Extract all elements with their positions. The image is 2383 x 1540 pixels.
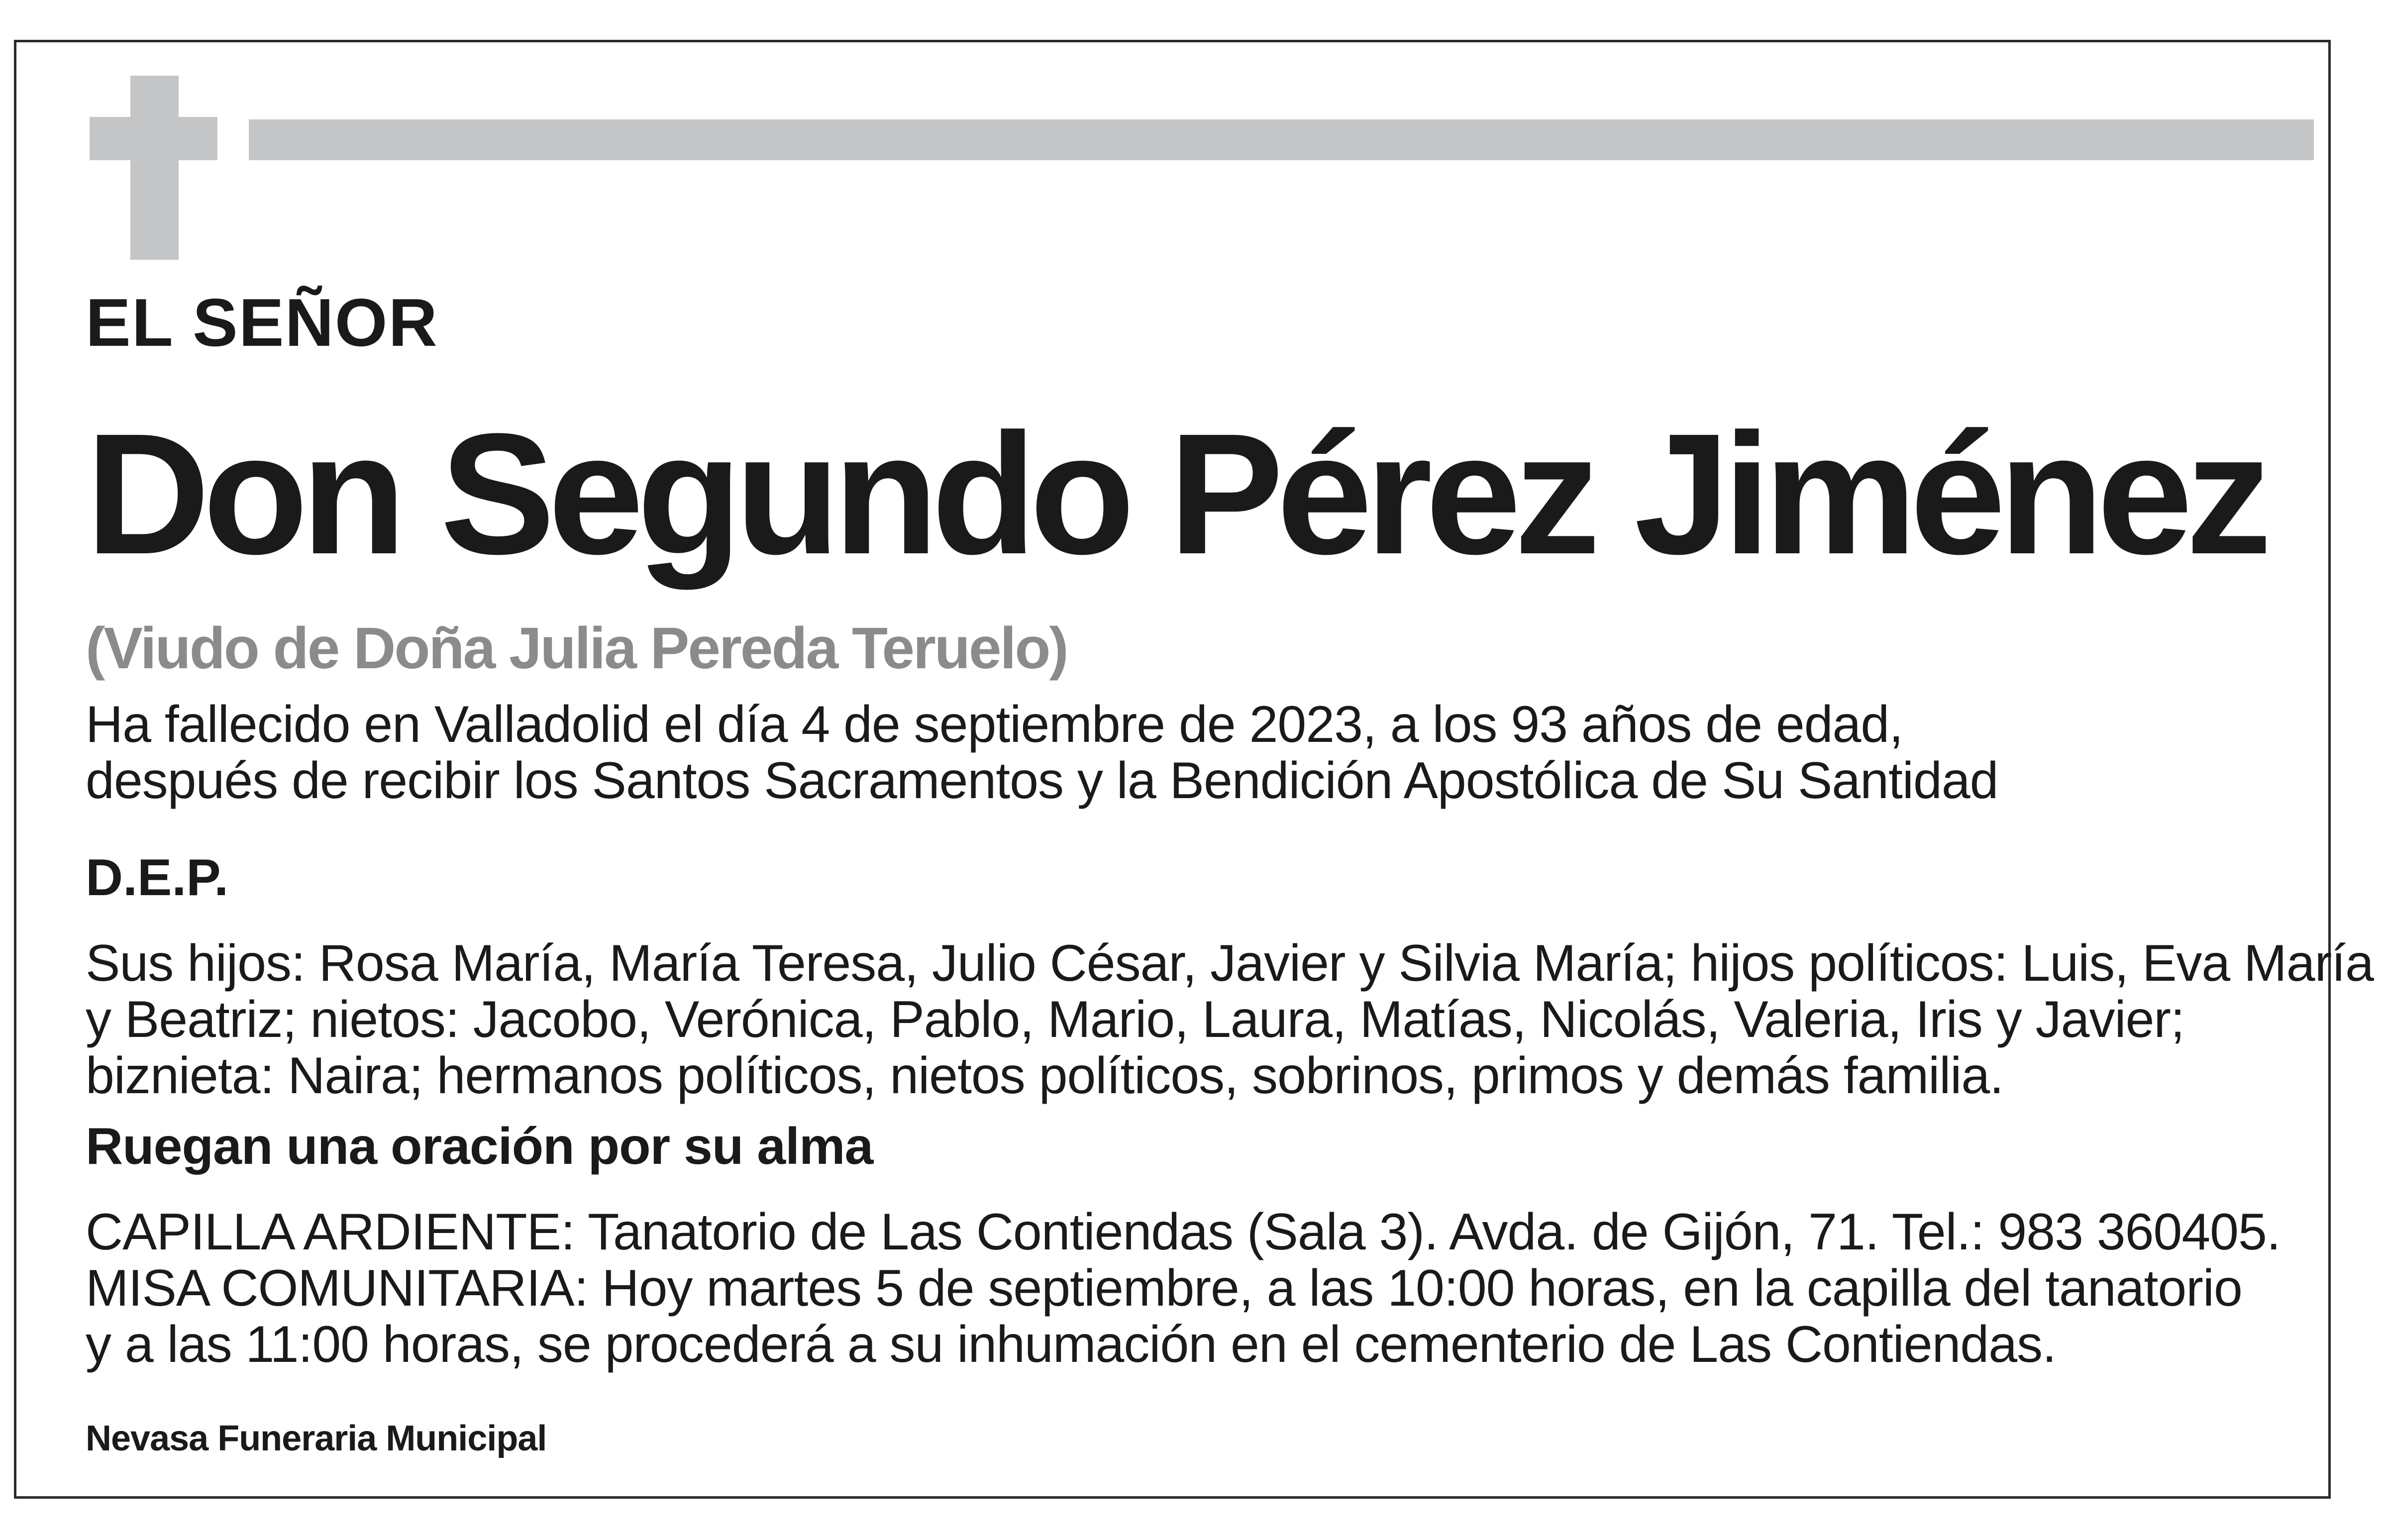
title-prefix: EL SEÑOR [86, 285, 438, 360]
cross-horizontal-bar [90, 117, 217, 160]
family-line: biznieta: Naira; hermanos políticos, nietos políticos, sobrinos, primos y demás familia. [86, 1047, 2004, 1105]
rip-text: D.E.P. [86, 849, 229, 907]
passing-line: Ha fallecido en Valladolid el día 4 de septiembre de 2023, a los 93 años de edad, [86, 696, 1903, 753]
family-paragraph [86, 935, 2374, 1104]
family-line: y Beatriz; nietos: Jacobo, Verónica, Pablo, Mario, Laura, Matías, Nicolás, Valeria, Iris y Javier; [86, 991, 2184, 1048]
family-line: Sus hijos: Rosa María, María Teresa, Julio César, Javier y Silvia María; hijos políticos: Luis, Eva María [86, 934, 2374, 992]
header-rule [249, 119, 2314, 160]
widow-note: (Viudo de Doña Julia Pereda Teruelo) [86, 616, 1067, 681]
passing-line: después de recibir los Santos Sacramentos y la Bendición Apostólica de Su Santidad [86, 752, 1998, 810]
deceased-name: Don Segundo Pérez Jiménez [86, 398, 2265, 590]
service-paragraph [86, 1204, 2280, 1373]
service-line: MISA COMUNITARIA: Hoy martes 5 de septiembre, a las 10:00 horas, en la capilla del tanatorio [86, 1259, 2242, 1317]
passing-paragraph [86, 697, 1998, 809]
cross-vertical-bar [130, 76, 179, 260]
funeral-home-signature: Nevasa Funeraria Municipal [86, 1419, 547, 1458]
service-line: y a las 11:00 horas, se procederá a su inhumación en el cementerio de Las Contiendas. [86, 1316, 2056, 1373]
prayer-request: Ruegan una oración por su alma [86, 1118, 873, 1175]
service-line: CAPILLA ARDIENTE: Tanatorio de Las Contiendas (Sala 3). Avda. de Gijón, 71. Tel.: 983 360405. [86, 1203, 2280, 1261]
